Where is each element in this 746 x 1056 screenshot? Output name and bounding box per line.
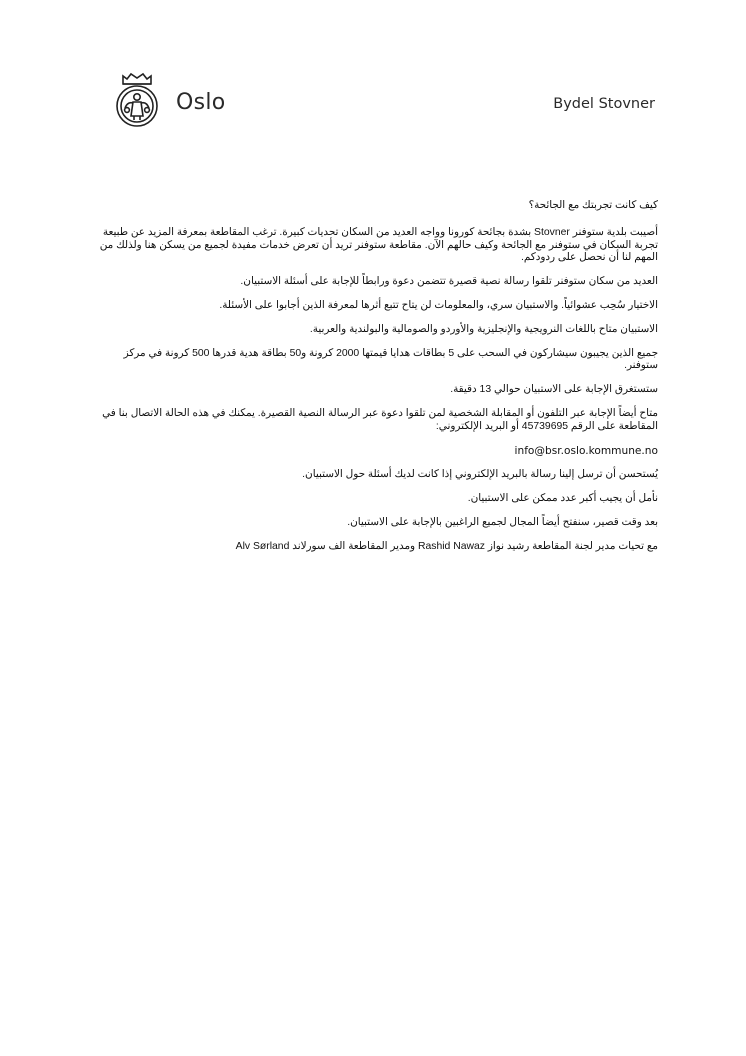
contact-email: info@bsr.oslo.kommune.no <box>514 444 658 457</box>
signature-line: مع تحيات مدير لجنة المقاطعة رشيد نواز Rashid Nawaz ومدير المقاطعة الف سورلاند Alv Sørland <box>235 540 658 552</box>
district-name: Bydel Stovner <box>553 96 655 112</box>
paragraph-duration: ستستغرق الإجابة على الاستبيان حوالي 13 دقيقة. <box>450 384 658 396</box>
paragraph-prize-draw: جميع الذين يجيبون سيشاركون في السحب على 5 بطاقات هدايا قيمتها 2000 كرونة و50 بطاقة هدية قدرها 500 كرونة في مركز ستوفنر. <box>123 347 658 372</box>
brand-name: Oslo <box>176 90 226 115</box>
paragraph-sms-invite: العديد من سكان ستوفنر تلقوا رسالة نصية قصيرة تتضمن دعوة ورابطاً للإجابة على أسئلة الاستبيان. <box>240 276 658 288</box>
paragraph-open-survey: بعد وقت قصير، سنفتح أيضاً المجال لجميع الراغبين بالإجابة على الاستبيان. <box>347 516 658 528</box>
paragraph-hope: نأمل أن يجيب أكبر عدد ممكن على الاستبيان. <box>467 493 658 505</box>
paragraph-intro: أصيبت بلدية ستوفنر Stovner بشدة بجائحة كورونا وواجه العديد من السكان تحديات كبيرة. ترغب المقاطعة بمعرفة المزيد عن طبيعة تجربة السكان في ستوفنر مع الجائحة وكيف حالهم الآن. مقاطعة ستوفنر تريد أن تعرض خدمات مفيدة لجميع من يسكن هنا ولذلك من المهم لنا أن نحصل على ردودكم. <box>99 226 658 264</box>
paragraph-random-selection: الاختيار سُحِب عشوائياً. والاستبيان سري، والمعلومات لن يتاح تتبع أثرها لمعرفة الذين أجابوا على الأسئلة. <box>219 299 658 311</box>
paragraph-questions: يُستحسن أن ترسل إلينا رسالة بالبريد الإلكتروني إذا كانت لديك أسئلة حول الاستبيان. <box>302 469 658 481</box>
oslo-city-seal-icon <box>112 70 162 128</box>
letter-heading: كيف كانت تجربتك مع الجائحة؟ <box>528 200 658 211</box>
letterhead <box>0 0 746 140</box>
paragraph-languages: الاستبيان متاح باللغات النرويجية والإنجليزية والأوردو والصومالية والبولندية والعربية. <box>309 323 658 335</box>
paragraph-contact: متاح أيضاً الإجابة عبر التلفون أو المقابلة الشخصية لمن تلقوا دعوة عبر الرسالة النصية القصيرة. يمكنك في هذه الحالة الاتصال بنا في المقاطعة على الرقم 45739695 أو البريد الإلكتروني: <box>102 407 658 432</box>
letter-body <box>88 200 658 565</box>
